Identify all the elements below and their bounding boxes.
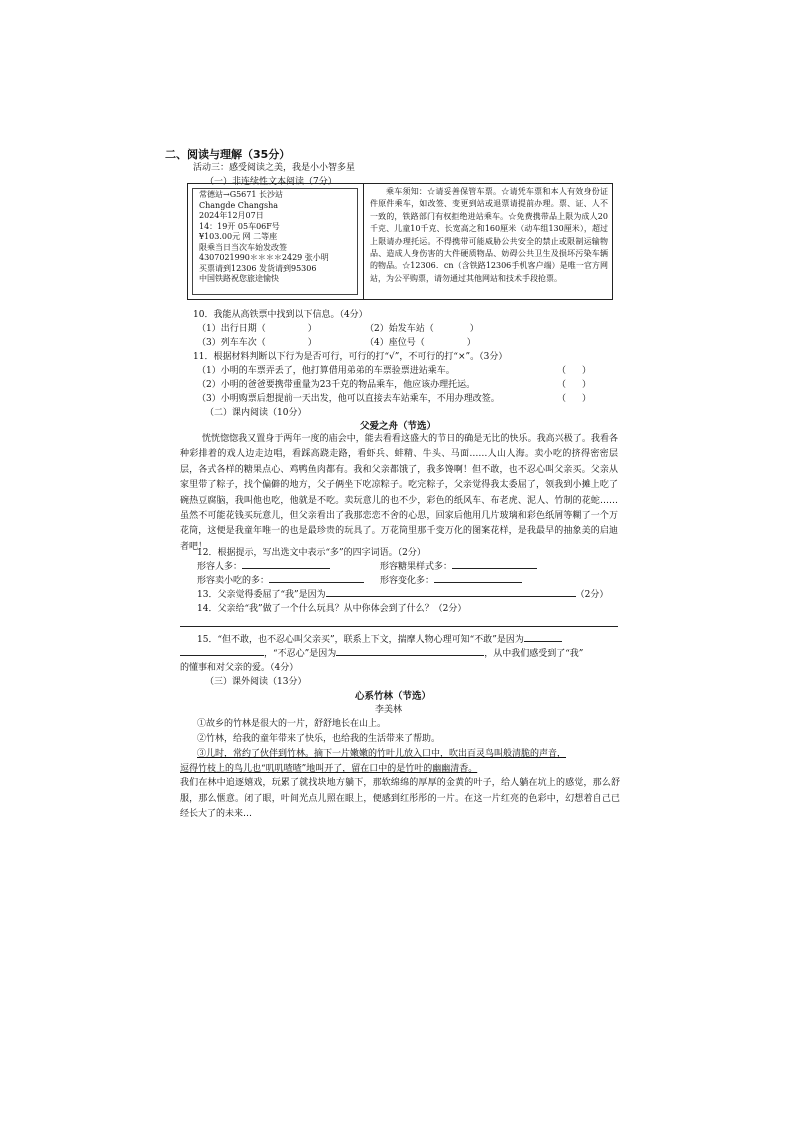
q15-line3: 的懂事和对父亲的爱。（4分） — [180, 663, 299, 673]
ticket-line: 中国铁路祝您旅途愉快 — [199, 274, 279, 283]
paragraph-3-line2 — [180, 761, 477, 774]
q10-label: （1）出行日期（ — [197, 324, 266, 334]
ticket-line: 常德站→G5671 长沙站 — [199, 190, 283, 199]
q10-label: （2）始发车站（ — [365, 324, 434, 334]
paragraph-3-underlined: ③儿时，常约了伙伴到竹林。摘下一片嫩嫩的竹叶儿放入口中，吹出百灵鸟叫般清脆的声音， — [197, 749, 567, 759]
article-title-fuaizhizhou: 父爱之舟（节选） — [360, 421, 437, 432]
q12-item-2: 形容糖果样式多： — [380, 559, 537, 572]
q15-line2: ，“不忍心”是因为 ，从中我们感受到了“我” — [180, 646, 583, 659]
answer-line[interactable] — [242, 559, 330, 569]
answer-line[interactable] — [336, 646, 484, 656]
article-body-fuaizhizhou: 恍恍惚惚我又置身于两年一度的庙会中，能去看看这盛大的节日的确是无比的快乐。我高兴极了。我看各种彩排着的戏人边走边唱，看踩高跷走路，看虾兵、蚌精、牛头、马面……人山人海。卖小吃的挤得密密层层，各式各样的糖果点心、鸡鸭鱼肉都有。我和父亲都饿了，我多馋啊！但不敢，也不忍心叫父亲买。父亲从家里带了粽子，找个偏僻的地方，父子俩坐下吃凉粽子。吃完粽子，父亲觉得我太委屈了，领我到小摊上吃了碗热豆腐脑，我叫他也吃，他就是不吃。卖玩意儿的也不少，彩色的纸风车、布老虎、泥人、竹制的花蛇……虽然不可能花钱买玩意儿，但父亲看出了我那恋恋不舍的心思，回家后他用几片玻璃和彩色纸屑等糊了一个万花筒，这便是我童年唯一的也是最珍贵的玩具了。万花筒里那千变万化的图案花样，是我最早的抽象美的启迪者吧！ — [180, 434, 618, 552]
part3-title: （三）课外阅读（13分） — [205, 677, 307, 687]
q10-label: （3）列车车次（ — [197, 338, 266, 348]
q10-item-2 — [365, 321, 479, 334]
part1-title: （一）非连续性文本阅读（7分） — [205, 177, 337, 187]
q11-stem: 11．根据材料判断以下行为是否可行，可行的打“√”，不可行的打“×”。（3分） — [193, 352, 508, 362]
q10-item-1 — [197, 321, 317, 334]
q15-line1: 15．“但不敢，也不忍心叫父亲买”，联系上下文，揣摩人物心理可知“不敢”是因为 — [197, 632, 562, 645]
ticket-line: 买票请到12306 发货请到95306 — [199, 263, 317, 273]
ticket-line: Changde Changsha — [199, 200, 279, 210]
answer-line[interactable] — [524, 632, 562, 642]
q12-item-3: 形容卖小吃的多： — [197, 573, 364, 586]
ticket-line: 2024年12月07日 — [199, 211, 264, 220]
ticket-line: 4307021990＊＊＊＊2429 张小明 — [199, 253, 329, 262]
ticket-card — [188, 184, 364, 299]
q12-stem: 12．根据提示，写出选文中表示“多”的四字词语。（2分） — [197, 548, 426, 558]
q10-paren: ） — [307, 324, 317, 334]
activity-title: 活动三：感受阅读之美，我是小小智多星 — [193, 163, 356, 173]
q11-answer-box-3[interactable]: （ ） — [557, 394, 592, 404]
q14-stem: 14．父亲给“我”做了一个什么玩具？从中你体会到了什么？（2分） — [197, 604, 467, 614]
q12-item-1: 形容人多： — [197, 559, 330, 572]
section-heading: 二、阅读与理解（35分） — [165, 148, 291, 161]
q10-stem: 10．我能从高铁票中找到以下信息。（4分） — [193, 310, 368, 320]
answer-line[interactable] — [452, 559, 537, 569]
q10-label: （4）座位号（ — [365, 338, 425, 348]
answer-line[interactable] — [326, 587, 576, 597]
paragraph-2: ②竹林，给我的童年带来了快乐，也给我的生活带来了帮助。 — [197, 734, 441, 744]
q11-answer-box-2[interactable]: （ ） — [557, 380, 592, 390]
ticket-inner-frame — [192, 188, 358, 295]
article-author: 李美林 — [375, 705, 403, 715]
paragraph-3-rest: 我们在林中追逐嬉戏，玩累了就找块地方躺下，那软绵绵的厚厚的金黄的叶子，给人躺在坑上的感觉，那么舒服，那么惬意。闭了眼，叶间光点儿照在眼上，便感到红彤彤的一片。在这一片红亮的色彩中，幻想着自己已经长大了的未来… — [180, 778, 620, 820]
q11-item-3: （3）小明购票后想提前一天出发，他可以直接去车站乘车，不用办理改签。 — [197, 394, 500, 404]
paragraph-3-underlined-2: 逗得竹枝上的鸟儿也“叽叽喳喳”地叫开了，留在口中的是竹叶的幽幽清香。 — [180, 764, 478, 774]
q11-item-2: （2）小明的爸爸要携带重量为23千克的物品乘车，他应该办理托运。 — [197, 380, 476, 390]
q11-item-1: （1）小明的车票弄丢了，他打算借用弟弟的车票验票进站乘车。 — [197, 366, 455, 376]
ticket-line: 限乘当日当次车始发改签 — [199, 242, 287, 252]
q13: 13．父亲觉得委屈了“我”是因为 （2分） — [197, 587, 608, 600]
ticket-line: ¥103.00元 网 二等座 — [199, 232, 278, 241]
q12-item-4: 形容变化多： — [380, 573, 522, 586]
q10-item-4 — [365, 335, 476, 348]
answer-line[interactable] — [434, 573, 522, 583]
article-title-xinxizhulin: 心系竹林（节选） — [355, 691, 432, 702]
q10-paren: ） — [469, 324, 479, 334]
ticket-box — [187, 183, 613, 300]
answer-line[interactable] — [269, 573, 364, 583]
ticket-notice: 乘车须知：☆请妥善保管车票。☆请凭车票和本人有效身份证件原件乘车，如改签、变更到站或退票请提前办理。票、证、人不一致的，铁路部门有权拒绝进站乘车。☆免费携带品上限为成人20千克、儿童10千克、长宽高之和160厘米（动车组130厘米），超过上限请办理托运。不得携带可能威胁公共安全的禁止或限制运输物品、造成人身伤害的大件硬质物品、妨碍公共卫生及损坏污染车辆的物品。☆12306．cn（含铁路12306手机客户端）是唯一官方网站，为公平购票，请勿通过其他网站和技术手段抢票。 — [370, 187, 608, 283]
paragraph-1: ①故乡的竹林是很大的一片，舒舒地长在山上。 — [197, 719, 387, 729]
ticket-line: 14：19开 05车06F号 — [199, 221, 280, 231]
answer-line[interactable] — [180, 646, 264, 656]
part2-title: （二）课内阅读（10分） — [205, 408, 307, 418]
q10-paren: ） — [466, 338, 476, 348]
q11-answer-box-1[interactable]: （ ） — [557, 366, 592, 376]
q10-item-3 — [197, 335, 317, 348]
q14-answer-line[interactable] — [180, 626, 618, 627]
q10-paren: ） — [307, 338, 317, 348]
